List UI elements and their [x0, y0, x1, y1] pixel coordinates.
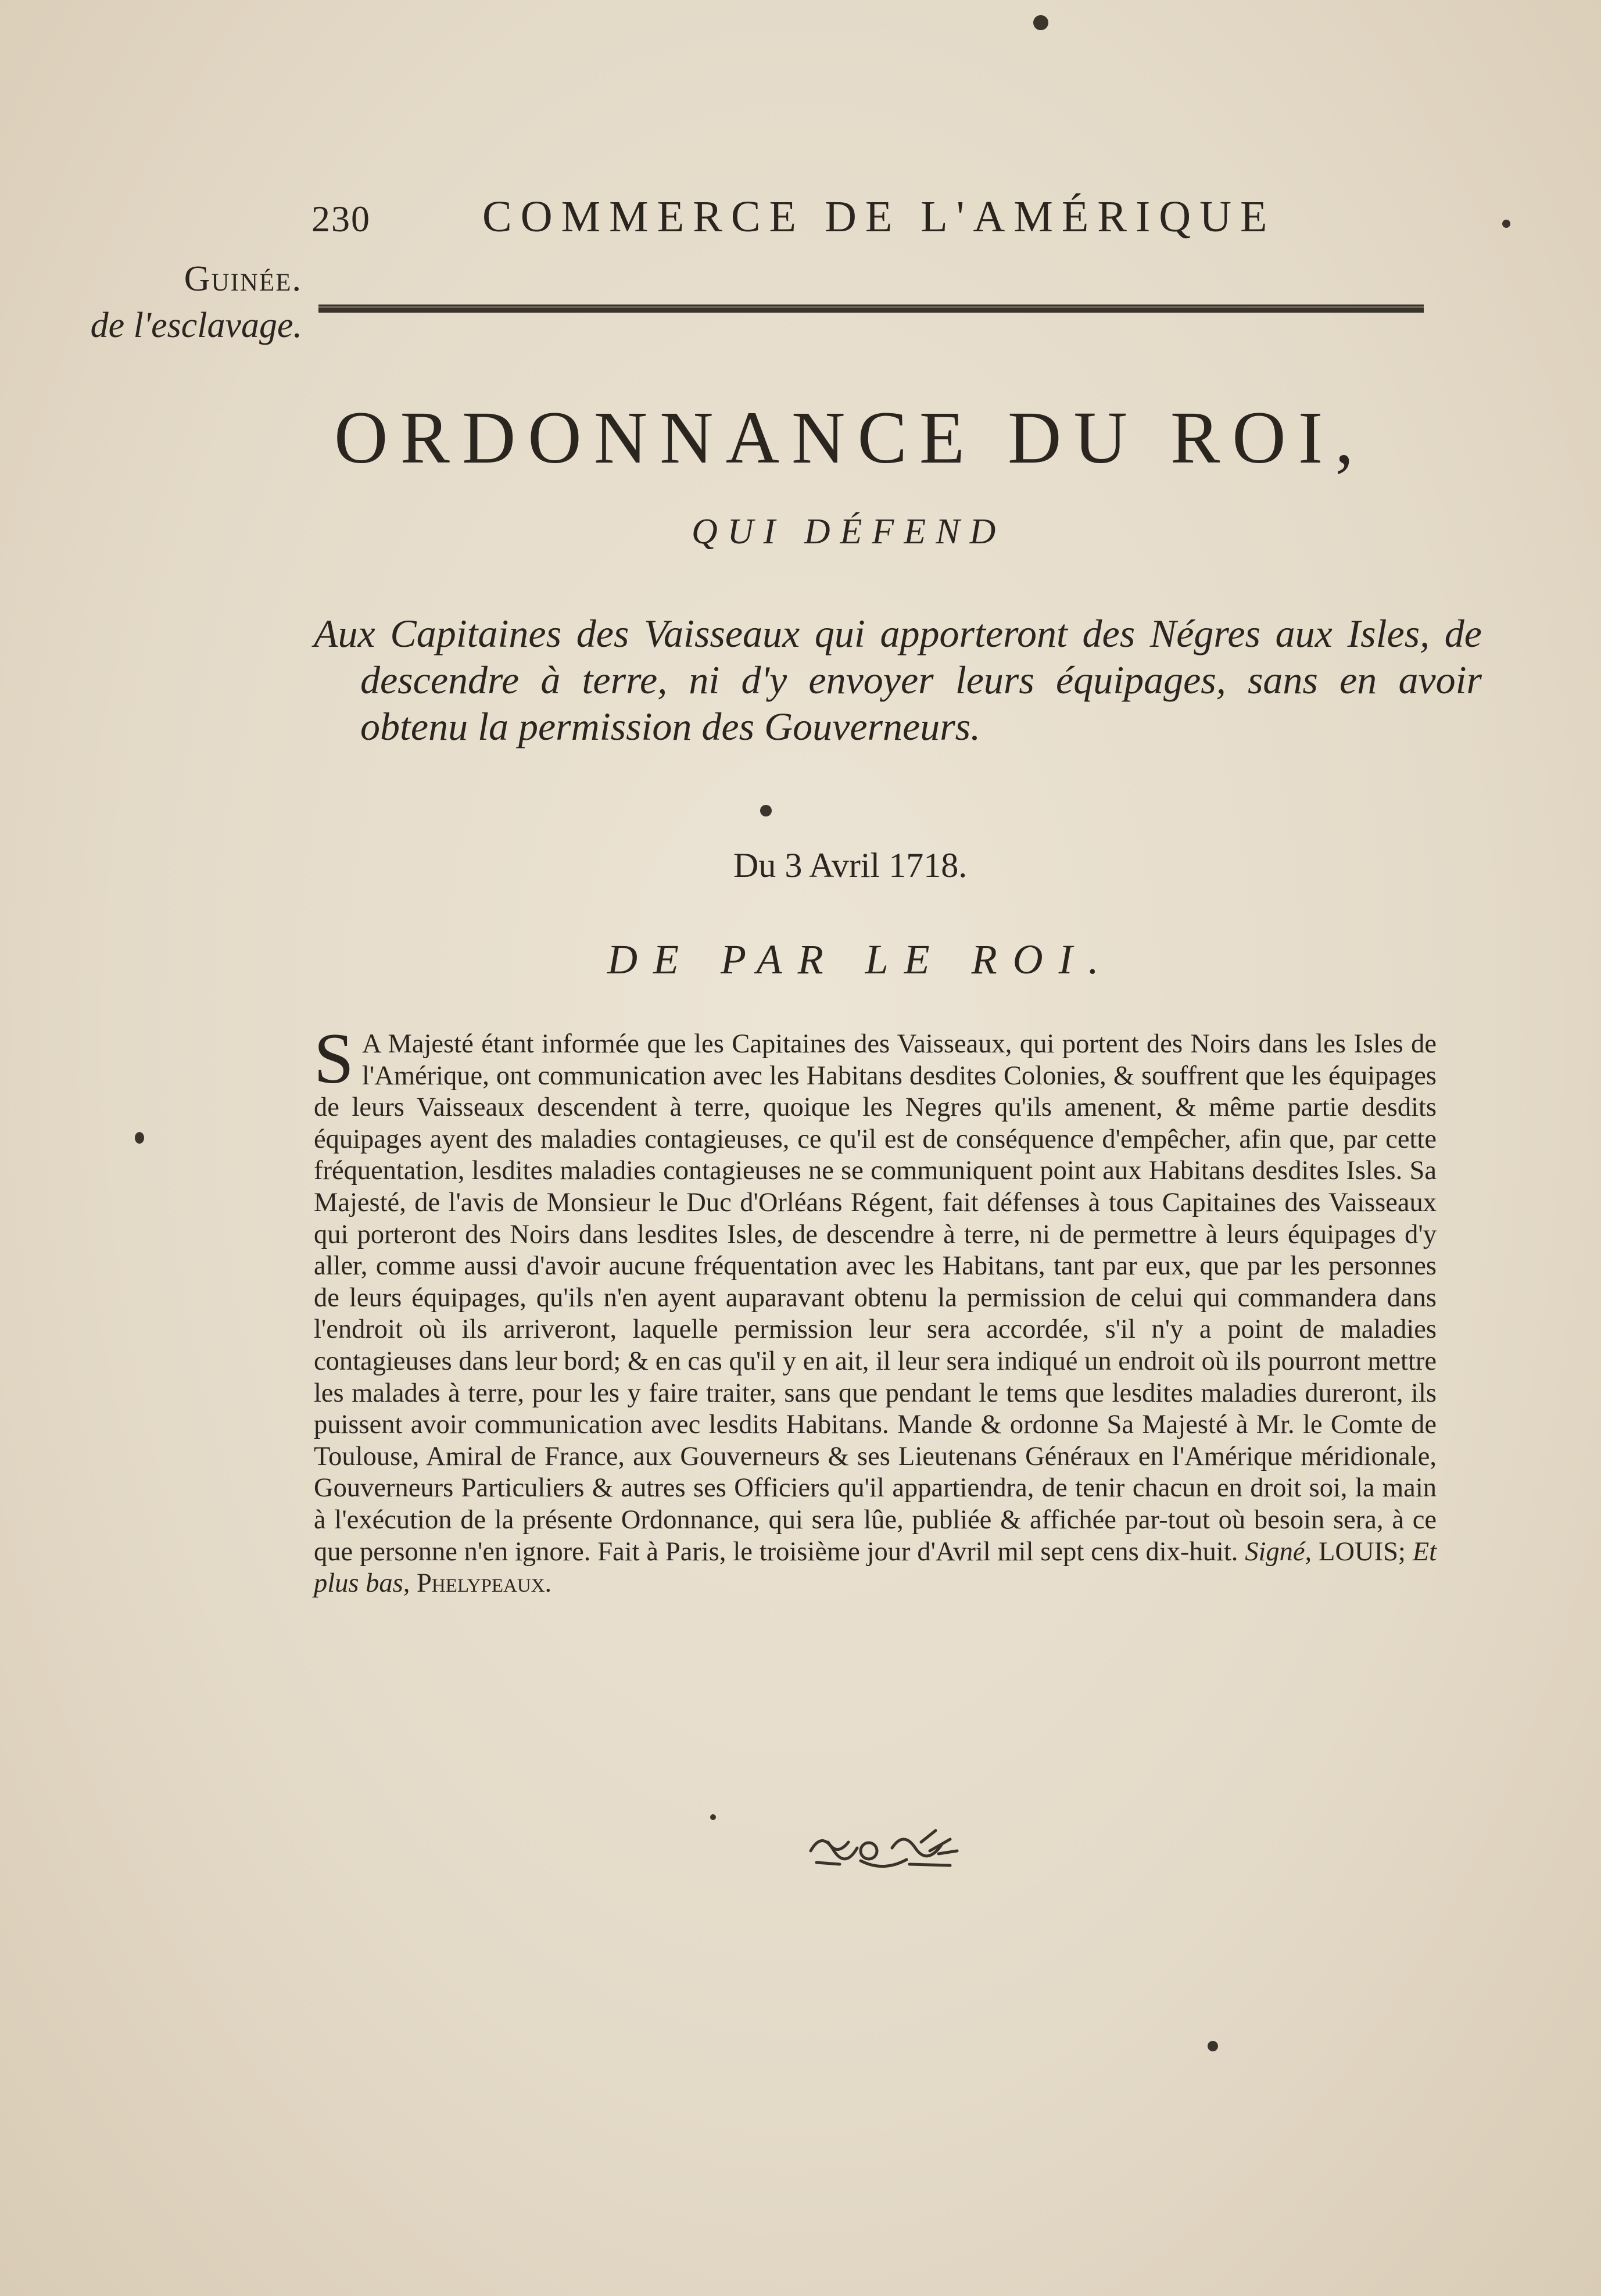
margin-note	[87, 256, 302, 349]
printer-ornament-icon	[805, 1819, 962, 1877]
ordinance-summary: Aux Capitaines des Vaisseaux qui apporteront des Négres aux Isles, de descendre à terre, ni d'y envoyer leurs équipages, sans en avoir obtenu la permission des Gouverneurs.	[314, 611, 1482, 748]
ink-speck	[760, 805, 772, 816]
body-paragraph: A Majesté étant informée que les Capitaines des Vaisseaux, qui portent des Noirs dans les Isles de l'Amérique, ont communication avec les Habitans desdites Colonies, & souffrent que les équipages de leurs Vaisseaux descendent à terre, quoique les Negres qu'ils amenent, & même partie desdits équipages ayent des maladies contagieuses, ce qu'il est de conséquence d'empêcher, afin que, par cette fréquentation, lesdites maladies contagieuses ne se communiquent point aux Habitans desdites Isles. Sa Majesté, de l'avis de Monsieur le Duc d'Orléans Régent, fait défenses à tous Capitaines des Vaisseaux qui porteront des Noirs dans lesdites Isles, de descendre à terre, ni de permettre à leurs équipages d'y aller, comme aussi d'avoir aucune fréquentation avec les Habitans, tant par eux, que par les personnes de leurs équipages, qu'ils n'en ayent auparavant obtenu la permission de celui qui commandera dans l'endroit où ils arriveront, laquelle permission leur sera accordée, s'il n'y a point de maladies contagieuses dans leur bord; & en cas qu'il y en ait, il leur sera indiqué un endroit où ils pourront mettre les malades à terre, pour les y faire traiter, sans que pendant le tems que lesdites maladies dureront, ils puissent avoir communication avec lesdits Habitans. Mande & ordonne Sa Majesté à Mr. le Comte de Toulouse, Amiral de France, aux Gouverneurs & ses Lieutenans Généraux en l'Amérique méridionale, Gouverneurs Particuliers & autres ses Officiers qu'il appartiendra, de tenir chacun en droit soi, la main à l'exécution de la présente Ordonnance, qui sera lûe, publiée & affichée par-tout où besoin sera, à ce que personne n'en ignore. Fait à Paris, le troisième jour d'Avril mil sept cens dix-huit.	[314, 1029, 1437, 1567]
below-label: Et plus bas,	[314, 1536, 1437, 1599]
ink-speck	[1502, 220, 1510, 228]
minister-signature: Phelypeaux.	[417, 1568, 552, 1599]
ink-speck	[710, 1814, 716, 1820]
header-rule	[318, 305, 1424, 313]
drop-cap: S	[314, 1019, 354, 1098]
ink-speck	[1033, 15, 1048, 30]
margin-note-topic: de l'esclavage.	[90, 306, 302, 345]
ordinance-date: Du 3 Avril 1718.	[733, 846, 968, 884]
page-number: 230	[311, 198, 371, 239]
signed-label: Signé,	[1245, 1536, 1312, 1567]
running-head: COMMERCE DE L'AMÉRIQUE	[482, 192, 1276, 241]
ordinance-title: ORDONNANCE DU ROI,	[334, 396, 1366, 479]
ink-speck	[135, 1132, 144, 1144]
margin-note-region: Guinée.	[184, 259, 302, 299]
ink-speck	[1208, 2041, 1218, 2051]
ordinance-body	[314, 1019, 1437, 1600]
king-signature: LOUIS;	[1319, 1536, 1406, 1567]
decree-heading: DE PAR LE ROI.	[607, 936, 1115, 983]
ordinance-subtitle: QUI DÉFEND	[692, 512, 1006, 551]
